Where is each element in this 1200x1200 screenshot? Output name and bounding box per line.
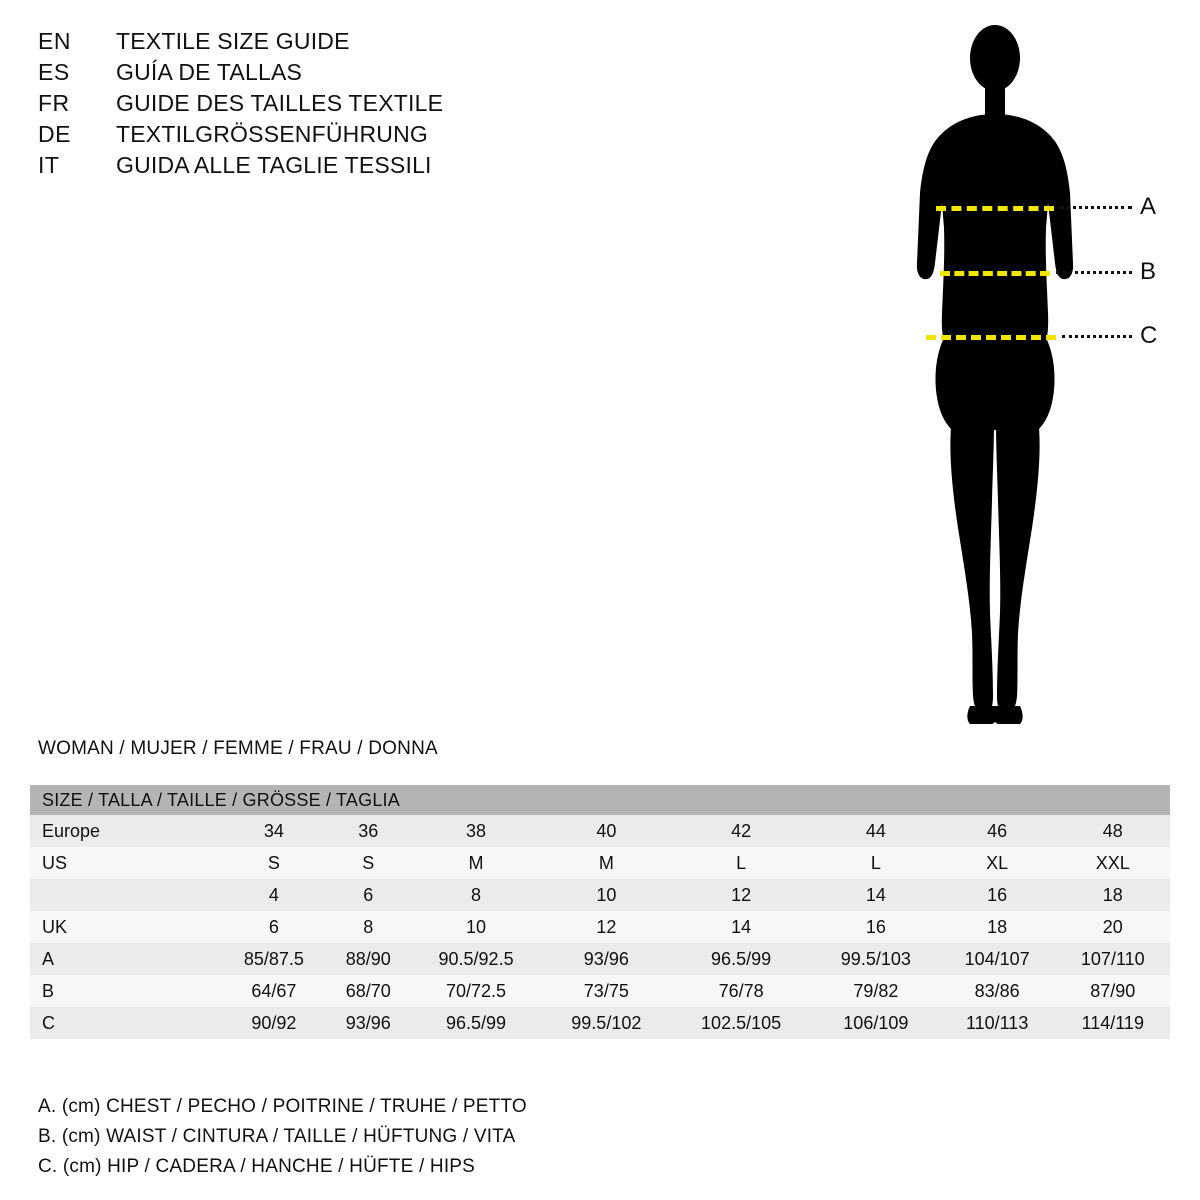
- table-cell: 93/96: [543, 943, 669, 975]
- table-cell: L: [813, 847, 939, 879]
- table-cell: 10: [409, 911, 544, 943]
- language-title: TEXTILE SIZE GUIDE: [116, 28, 350, 54]
- table-row: [30, 943, 1170, 975]
- chest-measure-line: [936, 206, 1054, 211]
- table-cell: 96.5/99: [409, 1007, 544, 1039]
- table-cell: 40: [543, 815, 669, 847]
- language-title: GUIDE DES TAILLES TEXTILE: [116, 90, 444, 116]
- table-cell: 87/90: [1056, 975, 1170, 1007]
- table-cell: M: [409, 847, 544, 879]
- language-row-fr: [38, 90, 598, 121]
- section-caption: WOMAN / MUJER / FEMME / FRAU / DONNA: [38, 738, 438, 759]
- female-body-figure: [860, 18, 1190, 738]
- language-code: IT: [38, 152, 60, 178]
- table-cell: 90.5/92.5: [409, 943, 544, 975]
- table-row: [30, 975, 1170, 1007]
- table-cell: L: [669, 847, 813, 879]
- table-cell: 16: [813, 911, 939, 943]
- language-code: ES: [38, 59, 70, 85]
- table-cell: M: [543, 847, 669, 879]
- table-cell: 14: [669, 911, 813, 943]
- table-cell: 4: [220, 879, 328, 911]
- row-label: [30, 879, 220, 911]
- table-cell: 102.5/105: [669, 1007, 813, 1039]
- table-cell: 93/96: [328, 1007, 409, 1039]
- table-cell: 42: [669, 815, 813, 847]
- table-cell: 38: [409, 815, 544, 847]
- table-cell: 110/113: [939, 1007, 1056, 1039]
- language-title-block: [38, 28, 598, 183]
- table-cell: 44: [813, 815, 939, 847]
- legend-item-chest: A. (cm) CHEST / PECHO / POITRINE / TRUHE / PETTO: [38, 1096, 527, 1117]
- table-cell: 99.5/103: [813, 943, 939, 975]
- language-row-de: [38, 121, 598, 152]
- language-title: GUIDA ALLE TAGLIE TESSILI: [116, 152, 432, 178]
- table-cell: 99.5/102: [543, 1007, 669, 1039]
- table-cell: 79/82: [813, 975, 939, 1007]
- row-label: B: [30, 975, 220, 1007]
- legend-item-hip: C. (cm) HIP / CADERA / HANCHE / HÜFTE / HIPS: [38, 1156, 476, 1177]
- table-cell: S: [328, 847, 409, 879]
- table-cell: 34: [220, 815, 328, 847]
- table-row: [30, 1007, 1170, 1039]
- table-cell: 8: [409, 879, 544, 911]
- table-cell: 85/87.5: [220, 943, 328, 975]
- hip-marker-label: C: [1140, 322, 1158, 349]
- chest-marker-label: A: [1140, 193, 1157, 220]
- chest-leader-line: [1060, 206, 1132, 209]
- table-row: [30, 879, 1170, 911]
- table-cell: 70/72.5: [409, 975, 544, 1007]
- language-row-en: [38, 28, 598, 59]
- table-cell: S: [220, 847, 328, 879]
- table-cell: 14: [813, 879, 939, 911]
- table-cell: 12: [543, 911, 669, 943]
- table-cell: 68/70: [328, 975, 409, 1007]
- table-cell: 36: [328, 815, 409, 847]
- table-cell: 12: [669, 879, 813, 911]
- table-cell: 88/90: [328, 943, 409, 975]
- table-cell: 107/110: [1056, 943, 1170, 975]
- legend-item-waist: B. (cm) WAIST / CINTURA / TAILLE / HÜFTUNG / VITA: [38, 1126, 516, 1147]
- measurement-legend: [38, 1092, 738, 1182]
- language-code: EN: [38, 28, 71, 54]
- table-cell: 96.5/99: [669, 943, 813, 975]
- table-cell: 73/75: [543, 975, 669, 1007]
- table-cell: 20: [1056, 911, 1170, 943]
- table-cell: 46: [939, 815, 1056, 847]
- language-title: TEXTILGRÖSSENFÜHRUNG: [116, 121, 428, 147]
- table-cell: 18: [1056, 879, 1170, 911]
- row-label: US: [30, 847, 220, 879]
- table-row: [30, 815, 1170, 847]
- table-cell: 76/78: [669, 975, 813, 1007]
- table-cell: 90/92: [220, 1007, 328, 1039]
- table-header-label: SIZE / TALLA / TAILLE / GRÖSSE / TAGLIA: [30, 785, 1170, 815]
- row-label: C: [30, 1007, 220, 1039]
- language-row-it: [38, 152, 598, 183]
- table-cell: XL: [939, 847, 1056, 879]
- table-cell: 16: [939, 879, 1056, 911]
- table-cell: 6: [328, 879, 409, 911]
- row-label: Europe: [30, 815, 220, 847]
- table-cell: 48: [1056, 815, 1170, 847]
- language-code: DE: [38, 121, 71, 147]
- table-row: [30, 847, 1170, 879]
- row-label: UK: [30, 911, 220, 943]
- waist-measure-line: [940, 271, 1050, 276]
- table-cell: 83/86: [939, 975, 1056, 1007]
- language-code: FR: [38, 90, 70, 116]
- table-cell: 18: [939, 911, 1056, 943]
- waist-leader-line: [1056, 271, 1132, 274]
- table-cell: 114/119: [1056, 1007, 1170, 1039]
- table-cell: 8: [328, 911, 409, 943]
- table-cell: 10: [543, 879, 669, 911]
- hip-leader-line: [1062, 335, 1132, 338]
- table-header-row: [30, 785, 1170, 815]
- table-row: [30, 911, 1170, 943]
- row-label: A: [30, 943, 220, 975]
- table-cell: XXL: [1056, 847, 1170, 879]
- language-title: GUÍA DE TALLAS: [116, 59, 303, 85]
- language-row-es: [38, 59, 598, 90]
- hip-measure-line: [926, 335, 1056, 340]
- table-cell: 104/107: [939, 943, 1056, 975]
- size-table: [30, 785, 1170, 1039]
- table-cell: 64/67: [220, 975, 328, 1007]
- table-cell: 6: [220, 911, 328, 943]
- waist-marker-label: B: [1140, 258, 1157, 285]
- table-cell: 106/109: [813, 1007, 939, 1039]
- female-silhouette-icon: [860, 18, 1190, 738]
